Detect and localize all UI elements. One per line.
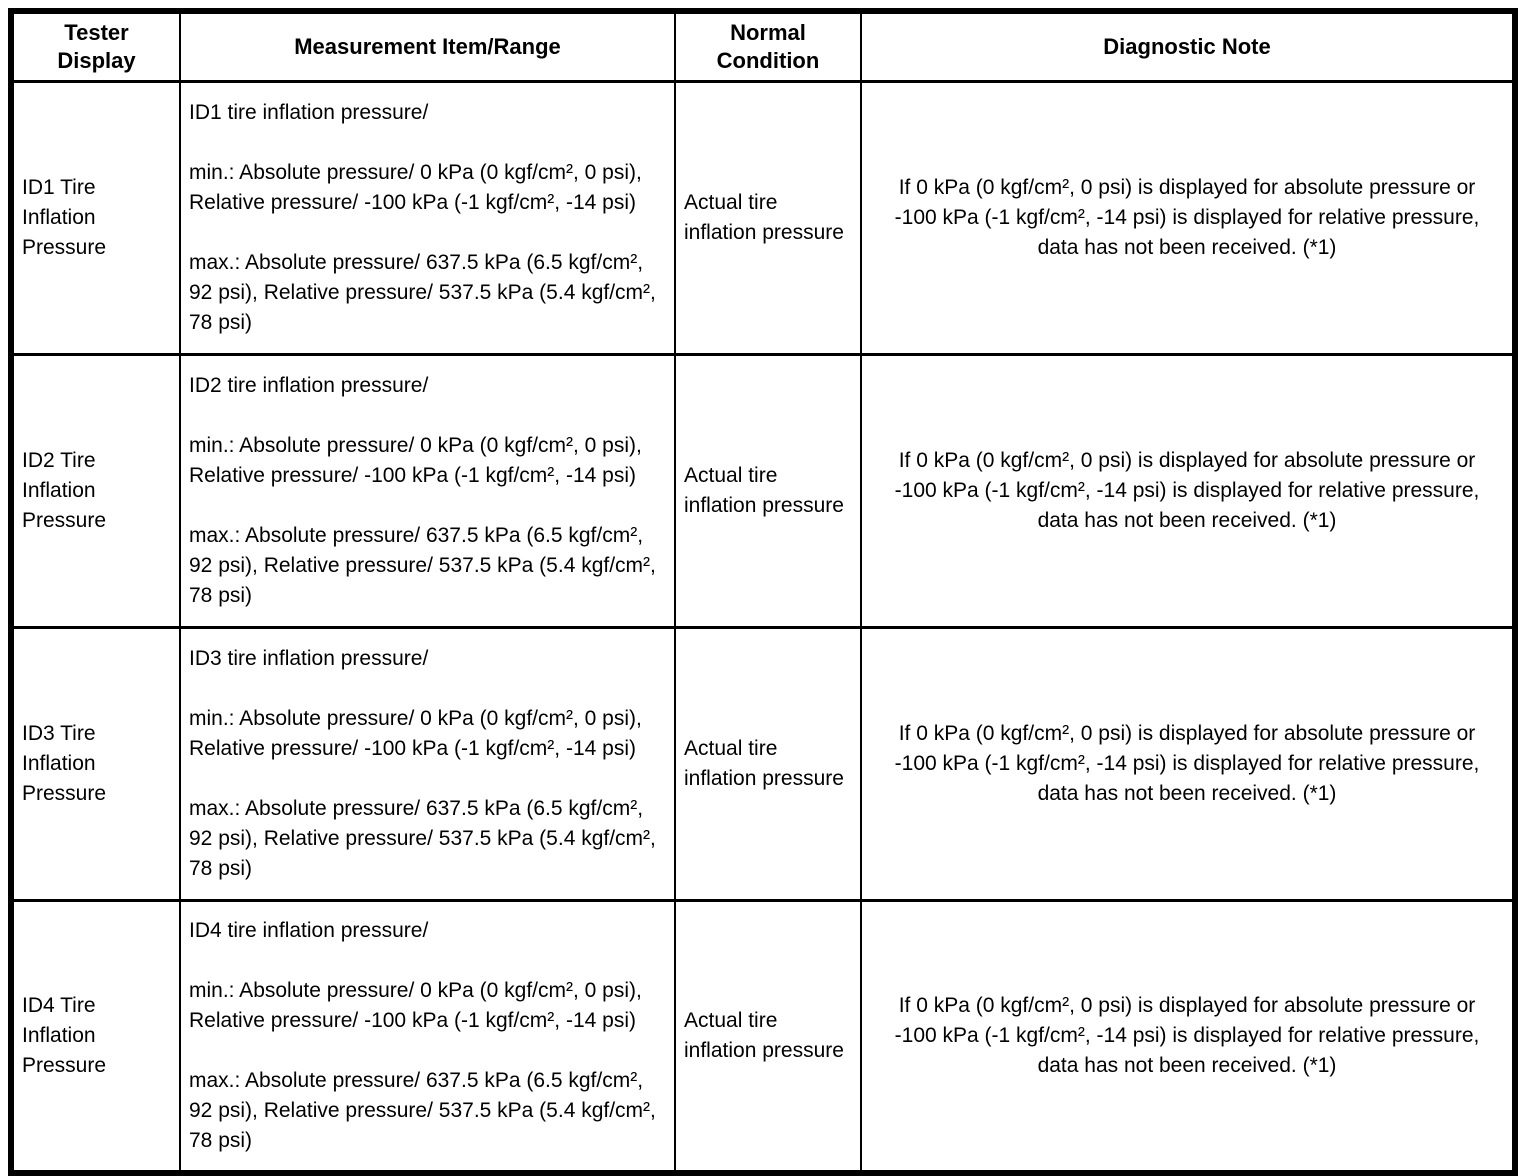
cell-normal-condition: Actual tire inflation pressure (675, 81, 861, 354)
header-measurement-label: Measurement Item/Range (294, 33, 561, 59)
cell-diagnostic-note: If 0 kPa (0 kgf/cm², 0 psi) is displayed for absolute pressure or -100 kPa (-1 kgf/cm², -14 psi) is displayed for relative pressure, data has not been received. (*1) (861, 354, 1515, 627)
diagnostic-data-table (8, 8, 1518, 1176)
measurement-min: min.: Absolute pressure/ 0 kPa (0 kgf/cm², 0 psi), Relative pressure/ -100 kPa (-1 kgf/cm², -14 psi) (189, 706, 642, 760)
cell-measurement (180, 627, 675, 900)
cell-measurement (180, 81, 675, 354)
header-measurement-item-range (180, 11, 675, 81)
cell-measurement (180, 900, 675, 1173)
header-row (11, 11, 1515, 81)
header-normal-condition (675, 11, 861, 81)
cell-measurement (180, 354, 675, 627)
measurement-item: ID2 tire inflation pressure/ (189, 373, 429, 397)
cell-diagnostic-note: If 0 kPa (0 kgf/cm², 0 psi) is displayed for absolute pressure or -100 kPa (-1 kgf/cm², -14 psi) is displayed for relative pressure, data has not been received. (*1) (861, 81, 1515, 354)
measurement-max: max.: Absolute pressure/ 637.5 kPa (6.5 kgf/cm², 92 psi), Relative pressure/ 537.5 kPa (5.4 kgf/cm², 78 psi) (189, 250, 656, 334)
cell-tester-display: ID1 Tire Inflation Pressure (11, 81, 180, 354)
header-tester-display (11, 11, 180, 81)
cell-normal-condition: Actual tire inflation pressure (675, 354, 861, 627)
measurement-max: max.: Absolute pressure/ 637.5 kPa (6.5 kgf/cm², 92 psi), Relative pressure/ 537.5 kPa (5.4 kgf/cm², 78 psi) (189, 796, 656, 880)
measurement-min: min.: Absolute pressure/ 0 kPa (0 kgf/cm², 0 psi), Relative pressure/ -100 kPa (-1 kgf/cm², -14 psi) (189, 978, 642, 1032)
measurement-item: ID4 tire inflation pressure/ (189, 918, 429, 942)
measurement-min: min.: Absolute pressure/ 0 kPa (0 kgf/cm², 0 psi), Relative pressure/ -100 kPa (-1 kgf/cm², -14 psi) (189, 433, 642, 487)
header-normal-condition-label: Normal Condition (716, 19, 820, 73)
measurement-min: min.: Absolute pressure/ 0 kPa (0 kgf/cm², 0 psi), Relative pressure/ -100 kPa (-1 kgf/cm², -14 psi) (189, 160, 642, 214)
measurement-item: ID3 tire inflation pressure/ (189, 646, 429, 670)
cell-tester-display: ID4 Tire Inflation Pressure (11, 900, 180, 1173)
cell-diagnostic-note: If 0 kPa (0 kgf/cm², 0 psi) is displayed for absolute pressure or -100 kPa (-1 kgf/cm², -14 psi) is displayed for relative pressure, data has not been received. (*1) (861, 627, 1515, 900)
cell-diagnostic-note: If 0 kPa (0 kgf/cm², 0 psi) is displayed for absolute pressure or -100 kPa (-1 kgf/cm², -14 psi) is displayed for relative pressure, data has not been received. (*1) (861, 900, 1515, 1173)
cell-normal-condition: Actual tire inflation pressure (675, 627, 861, 900)
table-row-id3 (11, 627, 1515, 900)
header-diagnostic-note-label: Diagnostic Note (1103, 33, 1271, 59)
measurement-max: max.: Absolute pressure/ 637.5 kPa (6.5 kgf/cm², 92 psi), Relative pressure/ 537.5 kPa (5.4 kgf/cm², 78 psi) (189, 1068, 656, 1152)
measurement-max: max.: Absolute pressure/ 637.5 kPa (6.5 kgf/cm², 92 psi), Relative pressure/ 537.5 kPa (5.4 kgf/cm², 78 psi) (189, 523, 656, 607)
table-row-id1 (11, 81, 1515, 354)
measurement-item: ID1 tire inflation pressure/ (189, 100, 429, 124)
cell-tester-display: ID2 Tire Inflation Pressure (11, 354, 180, 627)
table-row-id2 (11, 354, 1515, 627)
cell-normal-condition: Actual tire inflation pressure (675, 900, 861, 1173)
cell-tester-display: ID3 Tire Inflation Pressure (11, 627, 180, 900)
table-row-id4 (11, 900, 1515, 1173)
header-diagnostic-note (861, 11, 1515, 81)
header-tester-display-label: Tester Display (57, 19, 136, 73)
